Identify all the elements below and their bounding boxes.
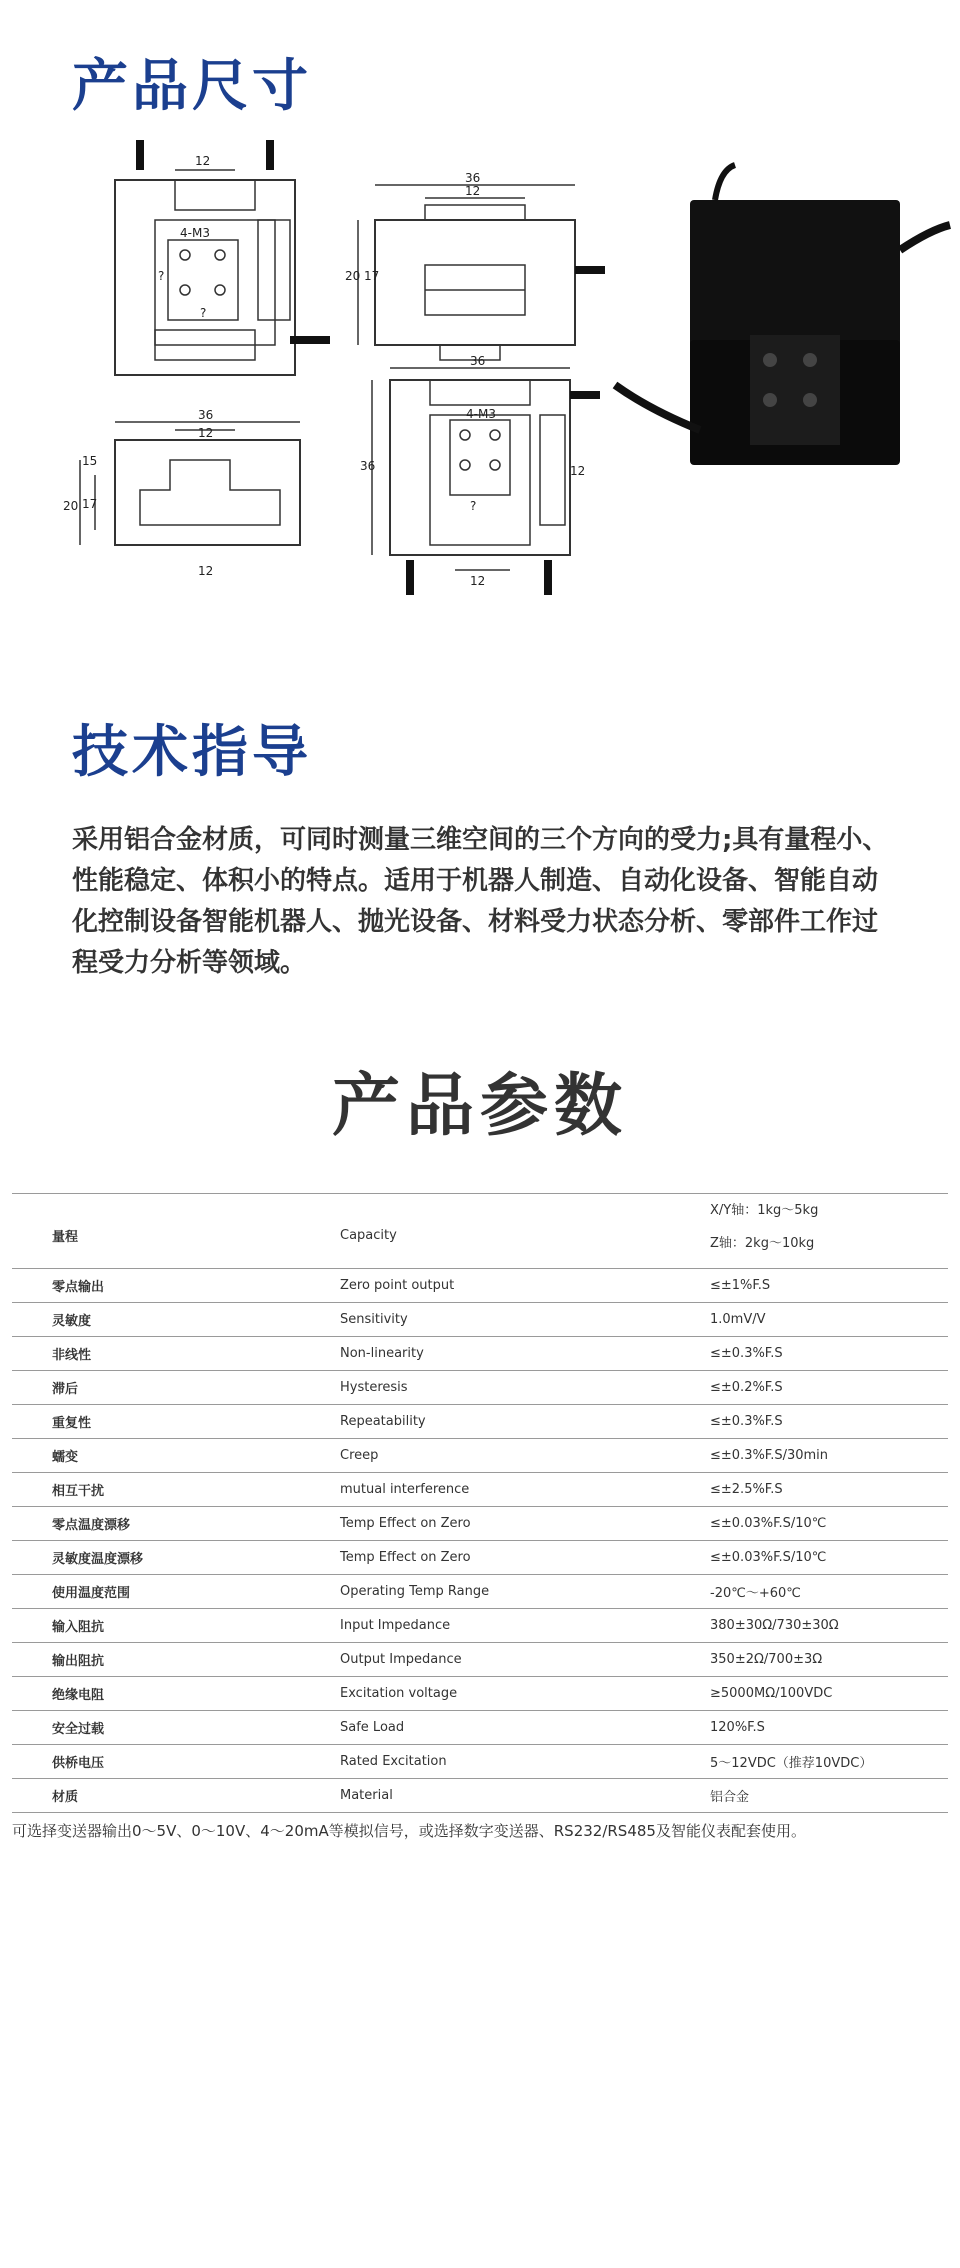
dim-label: 12 (470, 574, 486, 588)
param-value (710, 1745, 948, 1779)
dim-label: 17 (82, 497, 98, 511)
param-value (710, 1303, 948, 1337)
dim-label: 36 (198, 408, 214, 422)
footnote: 可选择变送器输出0～5V、0～10V、4～20mA等模拟信号，或选择数字变送器、RS232/RS485及智能仪表配套使用。 (12, 1822, 806, 1840)
param-name-cn: 材质 (12, 1779, 340, 1813)
param-name-en: Non-linearity (340, 1337, 710, 1371)
bottom-view-drawing (372, 368, 600, 595)
param-name-cn: 灵敏度 (12, 1303, 340, 1337)
param-value-line: ≤±0.03%F.S/10℃ (710, 1550, 827, 1565)
param-name-cn: 相互干扰 (12, 1473, 340, 1507)
dim-label: 12 (465, 184, 481, 198)
param-name-cn: 蠕变 (12, 1439, 340, 1473)
table-row (12, 1677, 948, 1711)
top-view-drawing (80, 422, 300, 545)
table-row (12, 1337, 948, 1371)
param-name-en: Input Impedance (340, 1609, 710, 1643)
param-name-en: Output Impedance (340, 1643, 710, 1677)
table-row (12, 1507, 948, 1541)
param-value (710, 1711, 948, 1745)
param-name-cn: 安全过载 (12, 1711, 340, 1745)
dim-label: 20 (345, 269, 361, 283)
front-view-drawing (115, 140, 330, 375)
param-name-cn: 绝缘电阻 (12, 1677, 340, 1711)
param-value-line: 350±2Ω/700±3Ω (710, 1652, 823, 1667)
table-row (12, 1609, 948, 1643)
param-name-en: Temp Effect on Zero (340, 1541, 710, 1575)
dim-label: ? (200, 306, 207, 320)
dimensions-title: 产品尺寸 (72, 54, 312, 119)
param-value (710, 1507, 948, 1541)
param-name-cn: 零点输出 (12, 1269, 340, 1303)
param-value-line: Z轴：2kg～10kg (710, 1236, 815, 1251)
params-title: 产品参数 (331, 1067, 628, 1146)
param-value (710, 1439, 948, 1473)
param-name-en: Safe Load (340, 1711, 710, 1745)
param-value-line: 380±30Ω/730±30Ω (710, 1618, 839, 1633)
guide-title: 技术指导 (72, 720, 312, 785)
param-name-en: Operating Temp Range (340, 1575, 710, 1609)
dim-label: ? (158, 269, 165, 283)
param-value-line: 铝合金 (710, 1790, 750, 1805)
param-value-line: 120%F.S (710, 1720, 765, 1735)
param-value-line: ≥5000MΩ/100VDC (710, 1686, 833, 1701)
param-value-line: -20℃～+60℃ (710, 1586, 801, 1601)
param-name-en: Temp Effect on Zero (340, 1507, 710, 1541)
dimension-drawings (0, 130, 960, 630)
table-row (12, 1303, 948, 1337)
param-name-cn: 供桥电压 (12, 1745, 340, 1779)
param-name-en: Excitation voltage (340, 1677, 710, 1711)
description-text: 采用铝合金材质，可同时测量三维空间的三个方向的受力;具有量程小、性能稳定、体积小的特点。适用于机器人制造、自动化设备、智能自动化控制设备智能机器人、抛光设备、材料受力状态分析、零部件工作过程受力分析等领域。 (72, 825, 889, 978)
param-name-cn: 滞后 (12, 1371, 340, 1405)
param-name-en: Rated Excitation (340, 1745, 710, 1779)
table-row (12, 1541, 948, 1575)
dim-label: 36 (465, 171, 481, 185)
dim-label: 12 (198, 564, 214, 578)
params-table (12, 1193, 948, 1813)
dim-label: 12 (198, 426, 214, 440)
param-name-cn: 灵敏度温度漂移 (12, 1541, 340, 1575)
table-row (12, 1269, 948, 1303)
param-name-en: Zero point output (340, 1269, 710, 1303)
dim-label: 36 (470, 354, 486, 368)
table-row (12, 1643, 948, 1677)
param-value (710, 1337, 948, 1371)
param-name-cn: 重复性 (12, 1405, 340, 1439)
dim-label: 12 (195, 154, 211, 168)
param-name-en: Material (340, 1779, 710, 1813)
dim-label: 20 (63, 499, 79, 513)
param-name-cn: 量程 (12, 1194, 340, 1269)
param-name-en: Repeatability (340, 1405, 710, 1439)
param-name-en: Sensitivity (340, 1303, 710, 1337)
product-photo (615, 165, 950, 465)
table-row (12, 1371, 948, 1405)
table-row (12, 1405, 948, 1439)
param-value (710, 1575, 948, 1609)
param-name-cn: 使用温度范围 (12, 1575, 340, 1609)
param-value (710, 1405, 948, 1439)
param-value-line: ≤±0.3%F.S (710, 1414, 783, 1429)
param-value-line: ≤±0.3%F.S (710, 1346, 783, 1361)
dim-label: 15 (82, 454, 98, 468)
dim-label: 4-M3 (180, 226, 210, 240)
param-value (710, 1677, 948, 1711)
dim-label: 4-M3 (466, 407, 496, 421)
param-name-en: Hysteresis (340, 1371, 710, 1405)
param-name-en: mutual interference (340, 1473, 710, 1507)
param-name-en: Creep (340, 1439, 710, 1473)
param-value (710, 1194, 948, 1269)
dim-label: 36 (360, 459, 376, 473)
param-value (710, 1779, 948, 1813)
param-value-line: ≤±0.3%F.S/30min (710, 1448, 829, 1463)
param-name-cn: 输出阻抗 (12, 1643, 340, 1677)
table-row (12, 1439, 948, 1473)
param-value-line: ≤±1%F.S (710, 1278, 771, 1293)
table-row (12, 1473, 948, 1507)
param-value-line: ≤±0.03%F.S/10℃ (710, 1516, 827, 1531)
param-name-cn: 输入阻抗 (12, 1609, 340, 1643)
param-value-line: 5～12VDC（推荐10VDC） (710, 1756, 873, 1771)
param-value (710, 1473, 948, 1507)
table-row (12, 1745, 948, 1779)
param-value-line: ≤±2.5%F.S (710, 1482, 783, 1497)
param-value (710, 1371, 948, 1405)
param-value-line: ≤±0.2%F.S (710, 1380, 783, 1395)
param-name-cn: 零点温度漂移 (12, 1507, 340, 1541)
table-row (12, 1194, 948, 1269)
param-value-line: X/Y轴：1kg～5kg (710, 1203, 819, 1218)
dim-label: 12 (570, 464, 586, 478)
param-name-cn: 非线性 (12, 1337, 340, 1371)
param-name-en: Capacity (340, 1194, 710, 1269)
param-value (710, 1643, 948, 1677)
param-value (710, 1609, 948, 1643)
param-value (710, 1541, 948, 1575)
table-row (12, 1575, 948, 1609)
dim-label: ? (470, 499, 477, 513)
param-value (710, 1269, 948, 1303)
table-row (12, 1711, 948, 1745)
dim-label: 17 (364, 269, 380, 283)
param-value-line: 1.0mV/V (710, 1312, 766, 1327)
table-row (12, 1779, 948, 1813)
side-view-drawing (358, 185, 605, 360)
